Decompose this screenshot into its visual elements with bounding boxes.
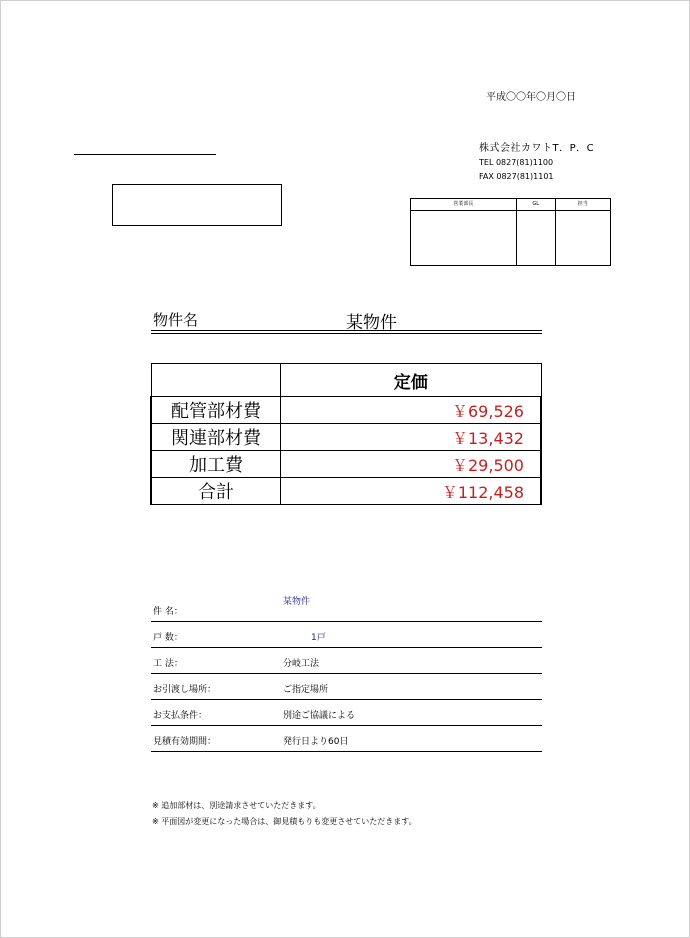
note-plan-change: ※ 平面図が変更になった場合は、御見積もりも変更させていただきます。	[152, 817, 417, 826]
stamp-header-gl: GL	[516, 199, 555, 211]
detail-row	[151, 622, 542, 648]
property-underline	[151, 330, 542, 331]
company-name: 株式会社カワトT．P．C	[479, 143, 595, 154]
detail-value: 分岐工法	[283, 659, 320, 669]
detail-key: 戸 数：	[153, 633, 183, 643]
detail-key: 工 法：	[153, 659, 183, 669]
company-tel: TEL 0827(81)1100	[479, 158, 554, 167]
detail-row	[151, 726, 542, 752]
price-row	[151, 451, 541, 478]
price-row-amount: ￥13,432	[281, 424, 542, 451]
detail-value: 1戸	[311, 633, 326, 643]
price-column-header: 定価	[281, 364, 542, 397]
price-row-label: 加工費	[151, 451, 281, 478]
company-fax: FAX 0827(81)1101	[479, 172, 554, 181]
stamp-cell-gl	[516, 211, 555, 266]
stamp-cell-sales-manager	[411, 211, 517, 266]
property-label: 物件名	[153, 311, 199, 329]
price-table-corner	[151, 364, 281, 397]
price-total-row	[151, 478, 541, 505]
property-underline-double	[151, 333, 542, 334]
note-additional-parts: ※ 追加部材は、別途請求させていただきます。	[152, 801, 321, 810]
detail-value: 別途ご協議による	[283, 711, 356, 721]
stamp-cell-staff	[555, 211, 611, 266]
detail-row	[151, 648, 542, 674]
price-table	[150, 363, 542, 505]
detail-key: お支払条件：	[153, 711, 208, 721]
price-row	[151, 397, 541, 424]
approval-stamp-table	[410, 198, 611, 266]
detail-row	[151, 674, 542, 700]
detail-row	[151, 594, 542, 622]
detail-value: ご指定場所	[283, 685, 329, 695]
stamp-header-staff: 担当	[555, 199, 611, 211]
price-row-amount: ￥69,526	[281, 397, 542, 424]
estimate-details	[151, 594, 542, 752]
detail-value: 某物件	[283, 597, 311, 607]
stamp-header-sales-manager: 営業部長	[411, 199, 517, 211]
detail-row	[151, 700, 542, 726]
recipient-box	[112, 184, 282, 226]
price-total-amount: ￥112,458	[281, 478, 542, 505]
detail-value: 発行日より60日	[283, 737, 349, 747]
detail-key: お引渡し場所：	[153, 685, 217, 695]
detail-key: 見積有効期間：	[153, 737, 217, 747]
price-row	[151, 424, 541, 451]
detail-key: 件 名：	[153, 607, 183, 617]
price-row-label: 関連部材費	[151, 424, 281, 451]
price-row-label: 配管部材費	[151, 397, 281, 424]
recipient-name-line	[74, 154, 216, 155]
property-value: 某物件	[346, 313, 397, 333]
issue-date: 平成〇〇年〇月〇日	[486, 92, 576, 103]
price-row-amount: ￥29,500	[281, 451, 542, 478]
price-total-label: 合計	[151, 478, 281, 505]
